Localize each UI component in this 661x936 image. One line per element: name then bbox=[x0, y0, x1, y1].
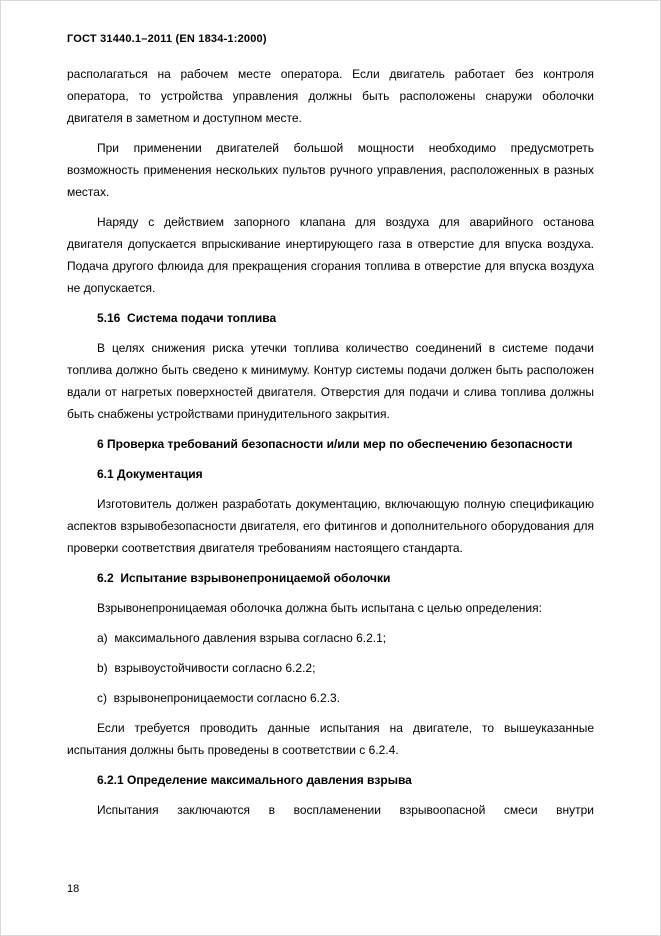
section-heading: 6.1 Документация bbox=[97, 467, 203, 481]
paragraph: Если требуется проводить данные испытания на двигателе, то вышеуказанные испытания должны быть проведены в соответствии с 6.2.4. bbox=[67, 721, 594, 757]
document-body bbox=[67, 63, 594, 821]
document-header bbox=[67, 33, 594, 45]
paragraph: В целях снижения риска утечки топлива количество соединений в системе подачи топлива должно быть сведено к минимуму. Контур системы подачи должен быть расположен вдали от нагретых поверхностей двигателя. Отверстия для подачи и слива топлива должны быть снабжены устройствами принудительного закрытия. bbox=[67, 341, 594, 421]
section-heading: 6.2.1 Определение максимального давления взрыва bbox=[97, 773, 412, 787]
paragraph: Изготовитель должен разработать документацию, включающую полную спецификацию аспектов взрывобезопасности двигателя, его фитингов и дополнительного оборудования для проверки соответствия двигателя требованиям настоящего стандарта. bbox=[67, 497, 594, 555]
list-item: a) максимального давления взрыва согласно 6.2.1; bbox=[97, 631, 387, 645]
section-heading: 5.16 Система подачи топлива bbox=[97, 311, 277, 325]
paragraph: Наряду с действием запорного клапана для воздуха для аварийного останова двигателя допускается впрыскивание инертирующего газа в отверстие для впуска воздуха. Подача другого флюида для прекращения сгорания топлива в отверстие для впуска воздуха не допускается. bbox=[67, 215, 594, 295]
section-heading: 6.2 Испытание взрывонепроницаемой оболочки bbox=[97, 571, 391, 585]
paragraph: Испытания заключаются в воспламенении взрывоопасной смеси внутри bbox=[97, 803, 594, 817]
section-heading: 6 Проверка требований безопасности и/или мер по обеспечению безопасности bbox=[97, 437, 573, 451]
list-item: c) взрывонепроницаемости согласно 6.2.3. bbox=[97, 691, 341, 705]
paragraph: При применении двигателей большой мощности необходимо предусмотреть возможность применения нескольких пультов ручного управления, расположенных в разных местах. bbox=[67, 141, 594, 199]
paragraph: располагаться на рабочем месте оператора. Если двигатель работает без контроля оператора, то устройства управления должны быть расположены снаружи оболочки двигателя в заметном и доступном месте. bbox=[67, 67, 594, 125]
paragraph: Взрывонепроницаемая оболочка должна быть испытана с целью определения: bbox=[97, 601, 542, 615]
standard-number: ГОСТ 31440.1–2011 (EN 1834-1:2000) bbox=[67, 33, 267, 45]
page-number: 18 bbox=[67, 883, 80, 895]
list-item: b) взрывоустойчивости согласно 6.2.2; bbox=[97, 661, 316, 675]
